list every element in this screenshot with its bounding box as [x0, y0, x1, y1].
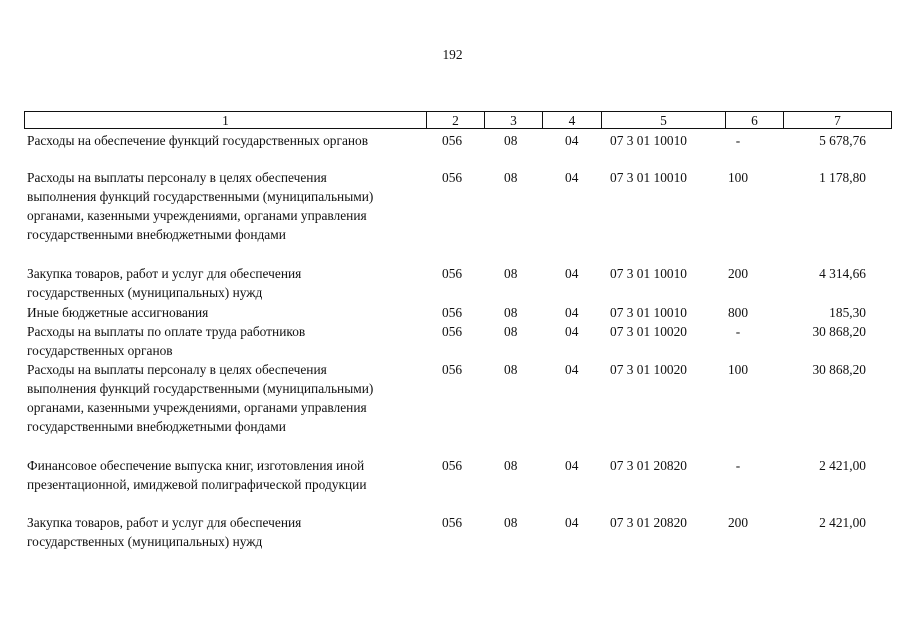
row-expense-type: 100: [727, 170, 749, 185]
row-amount: 30 868,20: [812, 362, 866, 377]
row-amount: 185,30: [829, 305, 866, 320]
row-expense-type: -: [735, 324, 741, 339]
row-section: 08: [504, 458, 518, 473]
row-org-code: 056: [442, 324, 463, 339]
row-name-line: выполнения функций государственными (муниципальными): [27, 381, 374, 396]
row-org-code: 056: [442, 362, 463, 377]
header-cell-7: 7: [834, 113, 841, 128]
row-target-article: 07 3 01 10020: [610, 324, 687, 339]
row-name: [27, 360, 427, 436]
header-cell-2: 2: [427, 112, 485, 128]
header-cell-5: 5: [602, 112, 726, 128]
row-section: 08: [504, 266, 518, 281]
row-name: [27, 456, 427, 494]
row-section: 08: [504, 305, 518, 320]
row-expense-type: -: [735, 133, 741, 148]
row-target-article: 07 3 01 20820: [610, 515, 687, 530]
row-expense-type: -: [735, 458, 741, 473]
table-header: [24, 111, 892, 129]
row-subsection: 04: [565, 458, 579, 473]
row-target-article: 07 3 01 10010: [610, 133, 687, 148]
row-name-line: государственными внебюджетными фондами: [27, 419, 286, 434]
row-name-line: выполнения функций государственными (муниципальными): [27, 189, 374, 204]
row-name-line: Закупка товаров, работ и услуг для обеспечения: [27, 266, 302, 281]
row-org-code: 056: [442, 170, 463, 185]
row-expense-type: 200: [727, 515, 749, 530]
row-name-line: государственных (муниципальных) нужд: [27, 534, 263, 549]
row-name-line: Финансовое обеспечение выпуска книг, изготовления иной: [27, 458, 365, 473]
header-cell-4: 4: [543, 112, 602, 128]
row-target-article: 07 3 01 20820: [610, 458, 687, 473]
row-subsection: 04: [565, 324, 579, 339]
row-target-article: 07 3 01 10010: [610, 305, 687, 320]
row-subsection: 04: [565, 266, 579, 281]
row-section: 08: [504, 362, 518, 377]
row-section: 08: [504, 133, 518, 148]
row-name-line: государственных органов: [27, 343, 173, 358]
row-org-code: 056: [442, 133, 463, 148]
row-amount: 2 421,00: [819, 458, 866, 473]
row-subsection: 04: [565, 305, 579, 320]
row-org-code: 056: [442, 458, 463, 473]
row-org-code: 056: [442, 305, 463, 320]
row-section: 08: [504, 324, 518, 339]
row-subsection: 04: [565, 170, 579, 185]
row-amount: 1 178,80: [819, 170, 866, 185]
row-name-line: Закупка товаров, работ и услуг для обеспечения: [27, 515, 302, 530]
row-name-line: Расходы на выплаты персоналу в целях обеспечения: [27, 362, 327, 377]
header-cell-1: 1: [25, 112, 427, 128]
row-name-line: органами, казенными учреждениями, органами управления: [27, 208, 367, 223]
row-name: [27, 303, 427, 322]
row-name-line: органами, казенными учреждениями, органами управления: [27, 400, 367, 415]
row-name: [27, 131, 427, 150]
row-name: [27, 322, 427, 360]
row-subsection: 04: [565, 515, 579, 530]
row-name-line: Иные бюджетные ассигнования: [27, 305, 209, 320]
row-amount: 30 868,20: [812, 324, 866, 339]
row-name-line: презентационной, имиджевой полиграфической продукции: [27, 477, 367, 492]
header-cell-6: 6: [726, 112, 784, 128]
row-subsection: 04: [565, 133, 579, 148]
row-org-code: 056: [442, 515, 463, 530]
row-amount: 4 314,66: [819, 266, 866, 281]
header-cell-3: 3: [485, 112, 543, 128]
row-name-line: Расходы на выплаты по оплате труда работников: [27, 324, 306, 339]
row-section: 08: [504, 170, 518, 185]
row-expense-type: 100: [727, 362, 749, 377]
row-expense-type: 800: [727, 305, 749, 320]
row-amount: 5 678,76: [819, 133, 866, 148]
row-name-line: Расходы на обеспечение функций государственных органов: [27, 133, 369, 148]
row-subsection: 04: [565, 362, 579, 377]
row-name-line: государственных (муниципальных) нужд: [27, 285, 263, 300]
row-target-article: 07 3 01 10020: [610, 362, 687, 377]
row-target-article: 07 3 01 10010: [610, 170, 687, 185]
row-org-code: 056: [442, 266, 463, 281]
row-expense-type: 200: [727, 266, 749, 281]
row-target-article: 07 3 01 10010: [610, 266, 687, 281]
row-name-line: Расходы на выплаты персоналу в целях обеспечения: [27, 170, 327, 185]
row-name: [27, 264, 427, 302]
page-number: 192: [442, 47, 463, 62]
row-name: [27, 168, 427, 244]
row-name: [27, 513, 427, 551]
row-amount: 2 421,00: [819, 515, 866, 530]
row-section: 08: [504, 515, 518, 530]
row-name-line: государственными внебюджетными фондами: [27, 227, 286, 242]
